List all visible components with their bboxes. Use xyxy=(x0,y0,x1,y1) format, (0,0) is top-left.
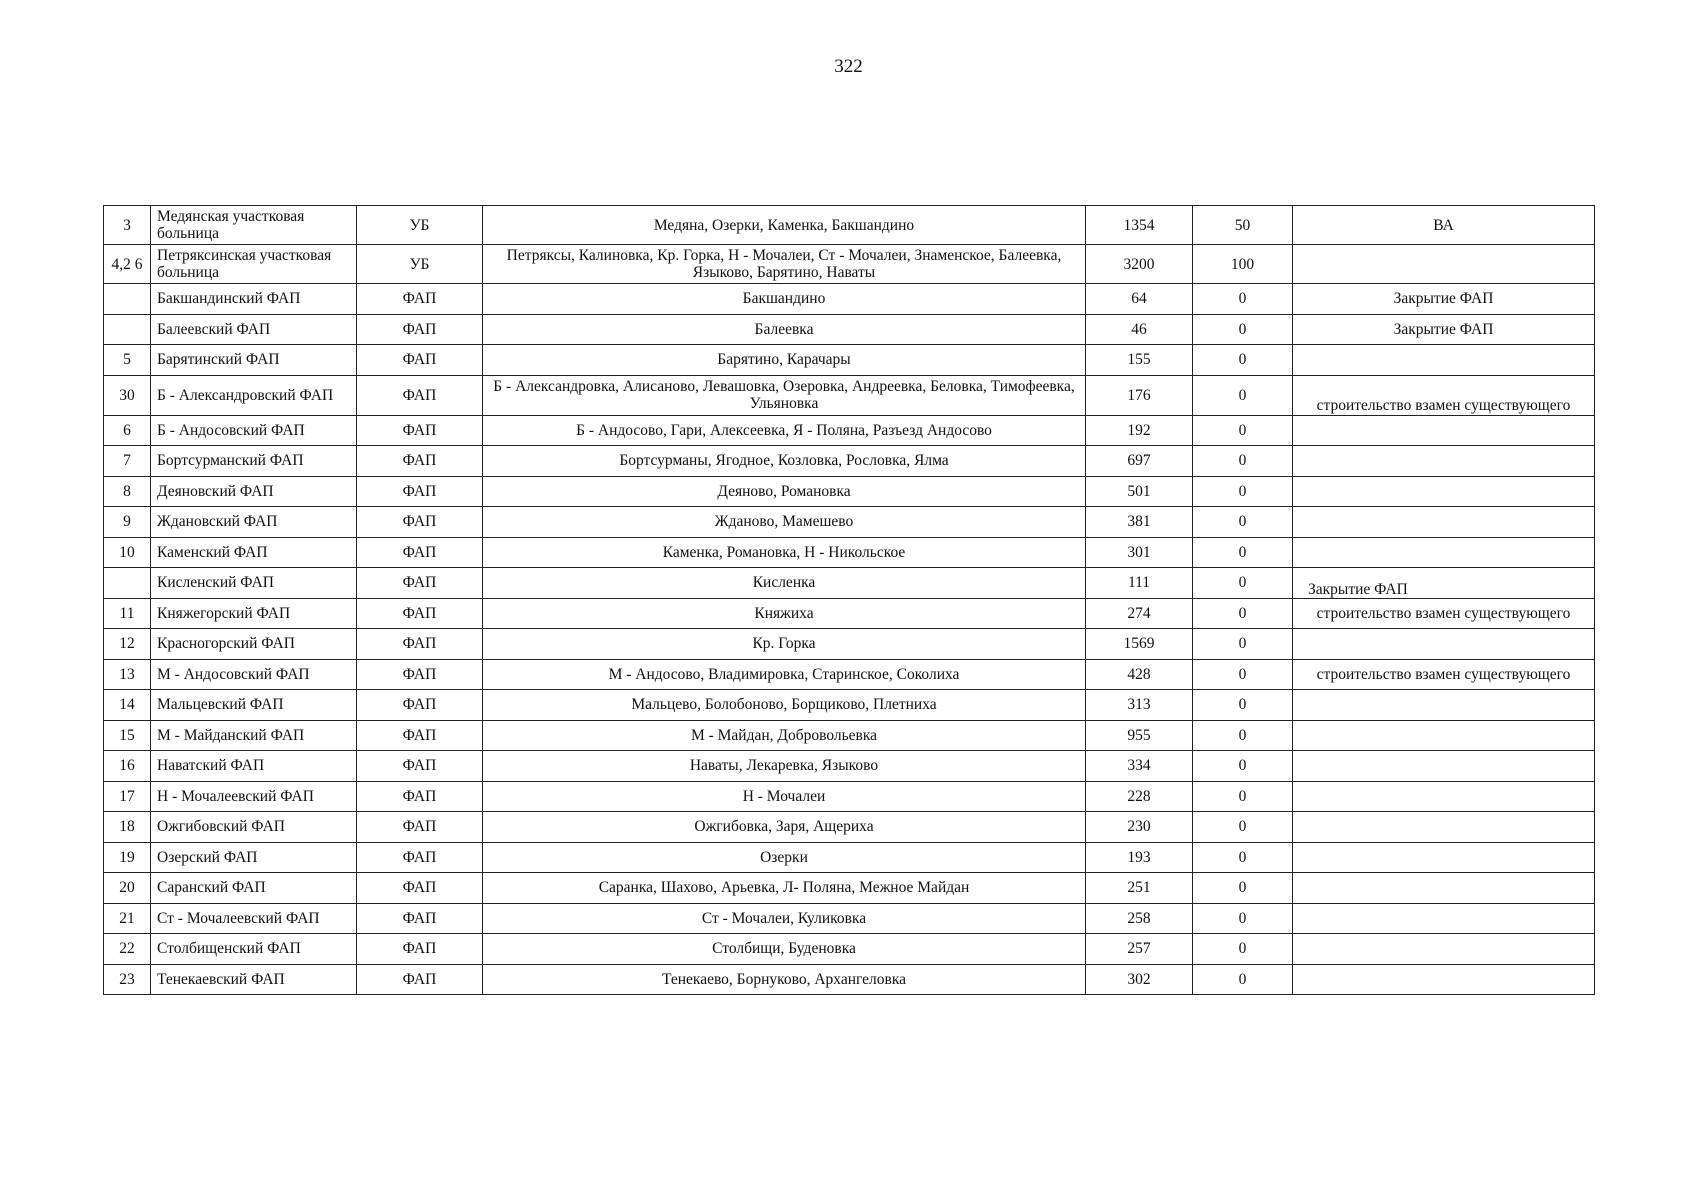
row-number: 10 xyxy=(104,537,151,568)
row-number: 13 xyxy=(104,659,151,690)
facility-type: ФАП xyxy=(357,345,483,376)
facility-type: ФАП xyxy=(357,659,483,690)
note: строительство взамен существующего xyxy=(1293,659,1595,690)
facility-name: Наватский ФАП xyxy=(151,751,357,782)
facility-type: ФАП xyxy=(357,415,483,446)
note xyxy=(1293,415,1595,446)
medical-facilities-table xyxy=(103,205,1595,995)
note xyxy=(1293,812,1595,843)
beds: 0 xyxy=(1193,345,1293,376)
note: строительство взамен существующего xyxy=(1293,375,1595,415)
population: 258 xyxy=(1086,903,1193,934)
beds: 0 xyxy=(1193,903,1293,934)
population: 428 xyxy=(1086,659,1193,690)
facility-type: ФАП xyxy=(357,720,483,751)
table-row xyxy=(104,345,1595,376)
table-row xyxy=(104,415,1595,446)
population: 334 xyxy=(1086,751,1193,782)
beds: 0 xyxy=(1193,507,1293,538)
beds: 0 xyxy=(1193,568,1293,599)
facility-name: Ст - Мочалеевский ФАП xyxy=(151,903,357,934)
served-settlements: Озерки xyxy=(483,842,1086,873)
row-number: 30 xyxy=(104,375,151,415)
facility-type: ФАП xyxy=(357,375,483,415)
beds: 0 xyxy=(1193,781,1293,812)
row-number: 3 xyxy=(104,206,151,245)
note xyxy=(1293,934,1595,965)
facility-name: Б - Александровский ФАП xyxy=(151,375,357,415)
facility-type: ФАП xyxy=(357,507,483,538)
facility-name: Ждановский ФАП xyxy=(151,507,357,538)
beds: 0 xyxy=(1193,598,1293,629)
facility-name: Каменский ФАП xyxy=(151,537,357,568)
facility-type: ФАП xyxy=(357,537,483,568)
row-number: 6 xyxy=(104,415,151,446)
facility-name: Бортсурманский ФАП xyxy=(151,446,357,477)
note: Закрытие ФАП xyxy=(1293,284,1595,315)
table-row xyxy=(104,598,1595,629)
note xyxy=(1293,751,1595,782)
table-row xyxy=(104,206,1595,245)
facility-name: М - Майданский ФАП xyxy=(151,720,357,751)
served-settlements: Саранка, Шахово, Арьевка, Л- Поляна, Межное Майдан xyxy=(483,873,1086,904)
served-settlements: Мальцево, Болобоново, Борщиково, Плетниха xyxy=(483,690,1086,721)
note xyxy=(1293,720,1595,751)
served-settlements: Каменка, Романовка, Н - Никольское xyxy=(483,537,1086,568)
beds: 0 xyxy=(1193,375,1293,415)
facility-name: Тенекаевский ФАП xyxy=(151,964,357,995)
beds: 0 xyxy=(1193,476,1293,507)
row-number xyxy=(104,568,151,599)
row-number: 18 xyxy=(104,812,151,843)
facility-type: ФАП xyxy=(357,873,483,904)
facility-type: ФАП xyxy=(357,903,483,934)
population: 313 xyxy=(1086,690,1193,721)
table-row xyxy=(104,568,1595,599)
population: 1354 xyxy=(1086,206,1193,245)
facility-type: ФАП xyxy=(357,934,483,965)
beds: 0 xyxy=(1193,690,1293,721)
facility-name: Б - Андосовский ФАП xyxy=(151,415,357,446)
facility-name: Княжегорский ФАП xyxy=(151,598,357,629)
note xyxy=(1293,507,1595,538)
beds: 0 xyxy=(1193,720,1293,751)
facility-type: ФАП xyxy=(357,568,483,599)
page-number: 322 xyxy=(834,56,863,77)
facility-type: УБ xyxy=(357,245,483,284)
served-settlements: Наваты, Лекаревка, Языково xyxy=(483,751,1086,782)
table-row xyxy=(104,659,1595,690)
row-number: 7 xyxy=(104,446,151,477)
population: 230 xyxy=(1086,812,1193,843)
note xyxy=(1293,537,1595,568)
facility-type: ФАП xyxy=(357,598,483,629)
served-settlements: Бакшандино xyxy=(483,284,1086,315)
facility-type: ФАП xyxy=(357,284,483,315)
table-row xyxy=(104,537,1595,568)
table-row xyxy=(104,842,1595,873)
row-number: 9 xyxy=(104,507,151,538)
table-row xyxy=(104,812,1595,843)
beds: 0 xyxy=(1193,934,1293,965)
population: 155 xyxy=(1086,345,1193,376)
table-row xyxy=(104,720,1595,751)
facility-name: Озерский ФАП xyxy=(151,842,357,873)
note xyxy=(1293,690,1595,721)
row-number: 11 xyxy=(104,598,151,629)
row-number: 21 xyxy=(104,903,151,934)
population: 228 xyxy=(1086,781,1193,812)
facility-type: ФАП xyxy=(357,476,483,507)
beds: 0 xyxy=(1193,284,1293,315)
row-number: 19 xyxy=(104,842,151,873)
beds: 0 xyxy=(1193,537,1293,568)
table-row xyxy=(104,375,1595,415)
population: 111 xyxy=(1086,568,1193,599)
served-settlements: Княжиха xyxy=(483,598,1086,629)
row-number: 17 xyxy=(104,781,151,812)
row-number: 8 xyxy=(104,476,151,507)
note: Закрытие ФАП xyxy=(1293,568,1595,599)
served-settlements: Балеевка xyxy=(483,314,1086,345)
served-settlements: Бортсурманы, Ягодное, Козловка, Рословка, Ялма xyxy=(483,446,1086,477)
population: 302 xyxy=(1086,964,1193,995)
table-row xyxy=(104,964,1595,995)
beds: 50 xyxy=(1193,206,1293,245)
table-row xyxy=(104,934,1595,965)
beds: 0 xyxy=(1193,842,1293,873)
beds: 0 xyxy=(1193,812,1293,843)
facility-name: М - Андосовский ФАП xyxy=(151,659,357,690)
population: 274 xyxy=(1086,598,1193,629)
served-settlements: Кр. Горка xyxy=(483,629,1086,660)
served-settlements: М - Андосово, Владимировка, Старинское, Соколиха xyxy=(483,659,1086,690)
facility-type: ФАП xyxy=(357,842,483,873)
note: Закрытие ФАП xyxy=(1293,314,1595,345)
facility-name: Бакшандинский ФАП xyxy=(151,284,357,315)
population: 955 xyxy=(1086,720,1193,751)
table-row xyxy=(104,245,1595,284)
beds: 0 xyxy=(1193,446,1293,477)
note xyxy=(1293,873,1595,904)
table-row xyxy=(104,507,1595,538)
table-row xyxy=(104,314,1595,345)
row-number: 16 xyxy=(104,751,151,782)
served-settlements: Деяново, Романовка xyxy=(483,476,1086,507)
served-settlements: Н - Мочалеи xyxy=(483,781,1086,812)
facility-name: Красногорский ФАП xyxy=(151,629,357,660)
facility-type: ФАП xyxy=(357,629,483,660)
table-row xyxy=(104,690,1595,721)
beds: 0 xyxy=(1193,964,1293,995)
served-settlements: Столбищи, Буденовка xyxy=(483,934,1086,965)
population: 301 xyxy=(1086,537,1193,568)
facility-type: ФАП xyxy=(357,964,483,995)
facility-name: Балеевский ФАП xyxy=(151,314,357,345)
facility-type: ФАП xyxy=(357,812,483,843)
population: 257 xyxy=(1086,934,1193,965)
row-number: 20 xyxy=(104,873,151,904)
beds: 0 xyxy=(1193,873,1293,904)
population: 251 xyxy=(1086,873,1193,904)
note xyxy=(1293,446,1595,477)
served-settlements: Жданово, Мамешево xyxy=(483,507,1086,538)
row-number: 4,2 6 xyxy=(104,245,151,284)
note: ВА xyxy=(1293,206,1595,245)
served-settlements: Тенекаево, Борнуково, Архангеловка xyxy=(483,964,1086,995)
facility-type: ФАП xyxy=(357,690,483,721)
row-number: 22 xyxy=(104,934,151,965)
row-number: 5 xyxy=(104,345,151,376)
table-row xyxy=(104,446,1595,477)
population: 381 xyxy=(1086,507,1193,538)
facility-name: Ожгибовский ФАП xyxy=(151,812,357,843)
note xyxy=(1293,781,1595,812)
table-row xyxy=(104,781,1595,812)
population: 176 xyxy=(1086,375,1193,415)
served-settlements: Барятино, Карачары xyxy=(483,345,1086,376)
facility-name: Мальцевский ФАП xyxy=(151,690,357,721)
note: строительство взамен существующего xyxy=(1293,598,1595,629)
facility-name: Кисленский ФАП xyxy=(151,568,357,599)
row-number: 23 xyxy=(104,964,151,995)
facility-type: ФАП xyxy=(357,314,483,345)
table-row xyxy=(104,476,1595,507)
row-number: 15 xyxy=(104,720,151,751)
served-settlements: Б - Александровка, Алисаново, Левашовка, Озеровка, Андреевка, Беловка, Тимофеевка, Ульяновка xyxy=(483,375,1086,415)
facility-type: ФАП xyxy=(357,781,483,812)
facility-type: УБ xyxy=(357,206,483,245)
population: 501 xyxy=(1086,476,1193,507)
table-row xyxy=(104,873,1595,904)
facility-name: Медянская участковая больница xyxy=(151,206,357,245)
served-settlements: Ст - Мочалеи, Куликовка xyxy=(483,903,1086,934)
note xyxy=(1293,903,1595,934)
table-row xyxy=(104,284,1595,315)
served-settlements: М - Майдан, Добровольевка xyxy=(483,720,1086,751)
note xyxy=(1293,476,1595,507)
note xyxy=(1293,245,1595,284)
population: 64 xyxy=(1086,284,1193,315)
population: 192 xyxy=(1086,415,1193,446)
beds: 0 xyxy=(1193,314,1293,345)
beds: 0 xyxy=(1193,751,1293,782)
table-row xyxy=(104,903,1595,934)
row-number xyxy=(104,314,151,345)
beds: 0 xyxy=(1193,659,1293,690)
facility-name: Деяновский ФАП xyxy=(151,476,357,507)
facility-name: Саранский ФАП xyxy=(151,873,357,904)
population: 46 xyxy=(1086,314,1193,345)
beds: 100 xyxy=(1193,245,1293,284)
row-number xyxy=(104,284,151,315)
table-row xyxy=(104,629,1595,660)
served-settlements: Ожгибовка, Заря, Ащериха xyxy=(483,812,1086,843)
facility-name: Петряксинская участковая больница xyxy=(151,245,357,284)
served-settlements: Б - Андосово, Гари, Алексеевка, Я - Поляна, Разъезд Андосово xyxy=(483,415,1086,446)
population: 193 xyxy=(1086,842,1193,873)
note xyxy=(1293,629,1595,660)
note xyxy=(1293,345,1595,376)
served-settlements: Кисленка xyxy=(483,568,1086,599)
facility-name: Столбищенский ФАП xyxy=(151,934,357,965)
row-number: 12 xyxy=(104,629,151,660)
beds: 0 xyxy=(1193,415,1293,446)
facility-name: Н - Мочалеевский ФАП xyxy=(151,781,357,812)
note xyxy=(1293,964,1595,995)
population: 1569 xyxy=(1086,629,1193,660)
population: 697 xyxy=(1086,446,1193,477)
note xyxy=(1293,842,1595,873)
facility-type: ФАП xyxy=(357,751,483,782)
facility-name: Барятинский ФАП xyxy=(151,345,357,376)
beds: 0 xyxy=(1193,629,1293,660)
served-settlements: Медяна, Озерки, Каменка, Бакшандино xyxy=(483,206,1086,245)
row-number: 14 xyxy=(104,690,151,721)
table-row xyxy=(104,751,1595,782)
facility-type: ФАП xyxy=(357,446,483,477)
population: 3200 xyxy=(1086,245,1193,284)
served-settlements: Петряксы, Калиновка, Кр. Горка, Н - Мочалеи, Ст - Мочалеи, Знаменское, Балеевка, Языково, Барятино, Наваты xyxy=(483,245,1086,284)
